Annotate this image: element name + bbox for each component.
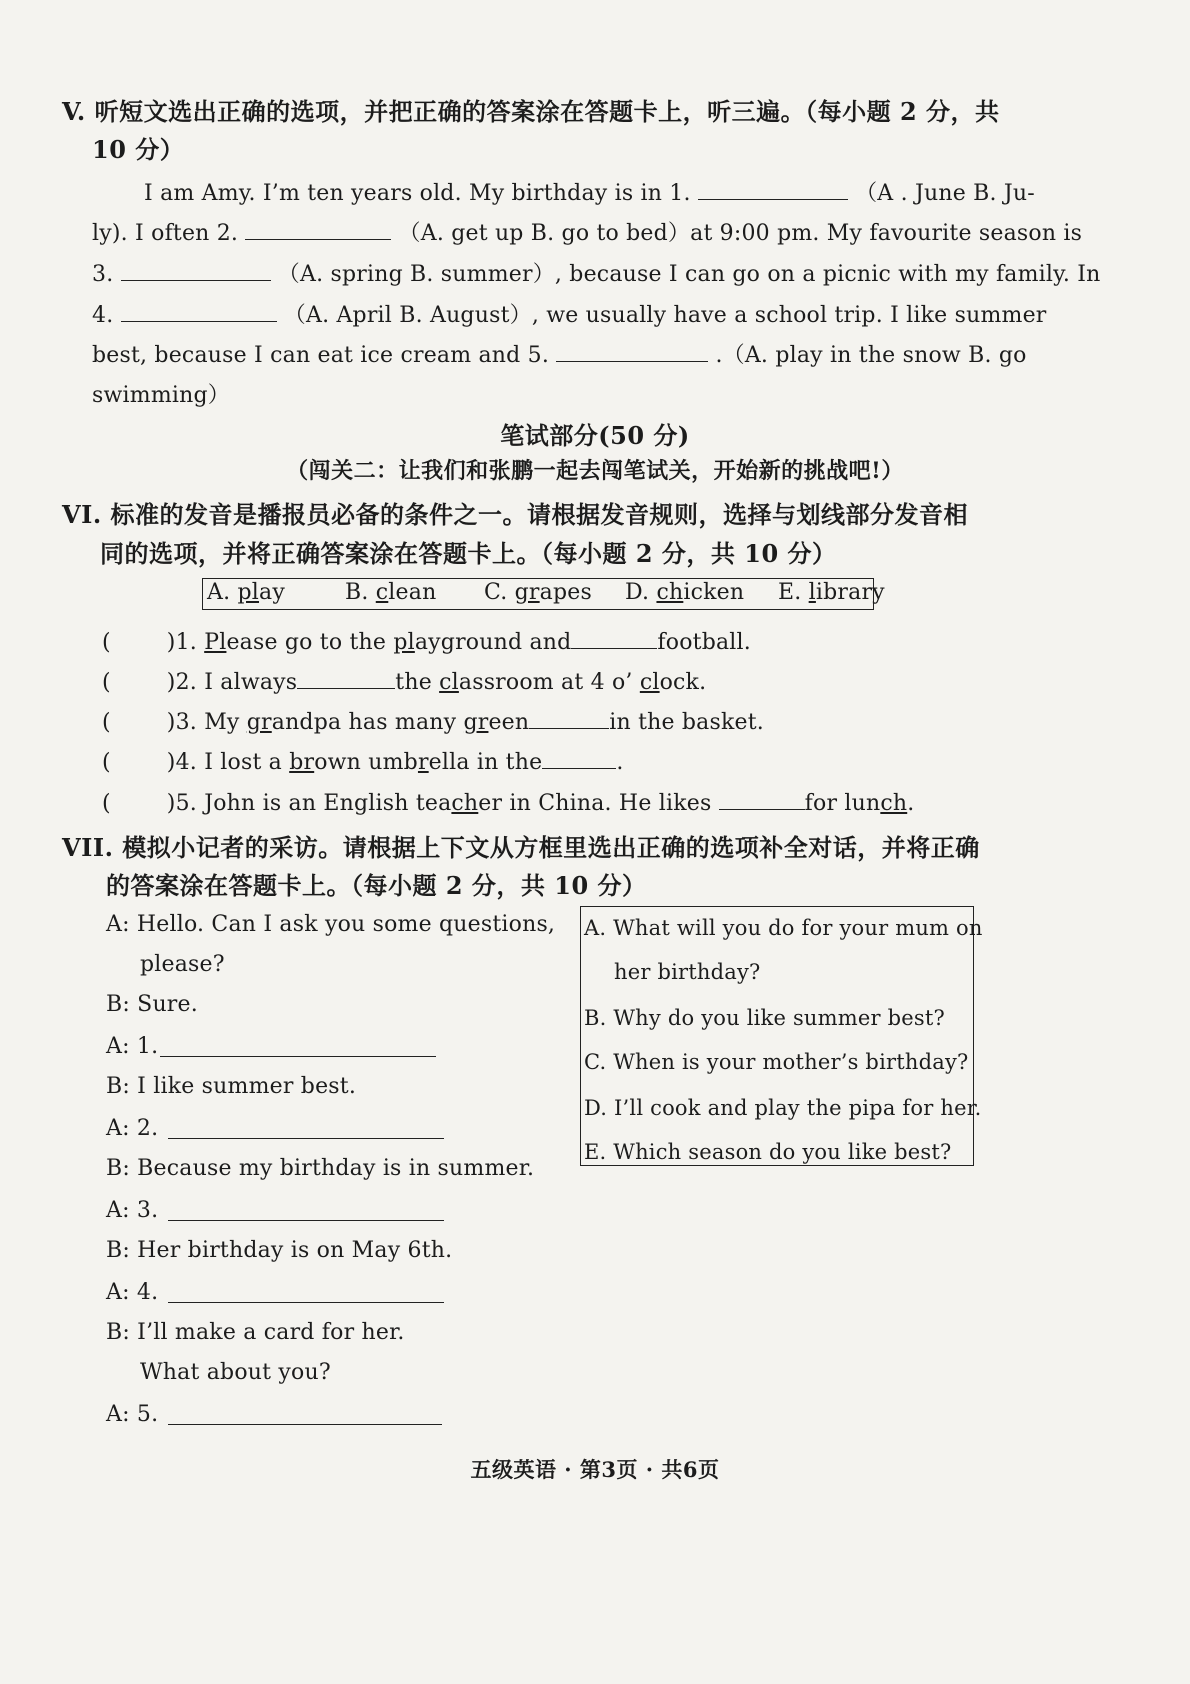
passage-line-1: I am Amy. I’m ten years old. My birthday is in 1. （A . June B. Ju- (144, 181, 1035, 206)
question-6-5: ( )5. John is an English teacher in China. He likes for lunch. (102, 791, 915, 816)
section-5-heading-cont: 10 分） (92, 135, 185, 164)
box-option-a: A. What will you do for your mum on (584, 916, 983, 940)
answer-line-2[interactable] (168, 1138, 444, 1139)
dialogue-line-3: B: Sure. (106, 992, 198, 1017)
dialogue-line-6: A: 2. (106, 1116, 159, 1141)
box-option-e: E. Which season do you like best? (584, 1140, 952, 1164)
blank-2[interactable] (245, 219, 391, 240)
box-option-b: B. Why do you like summer best? (584, 1006, 945, 1030)
blank-4[interactable] (121, 301, 277, 322)
passage-line-3: 3. （A. spring B. summer）, because I can go on a picnic with my family. In (92, 262, 1101, 287)
written-subtitle: （闯关二：让我们和张鹏一起去闯笔试关，开始新的挑战吧!） (286, 458, 904, 484)
passage-line-4: 4. （A. April B. August）, we usually have a school trip. I like summer (92, 303, 1047, 328)
question-6-1: ( )1. Please go to the playground and football. (102, 630, 751, 655)
option-c: C. grapes (484, 580, 592, 605)
dialogue-options-box (580, 906, 974, 1166)
question-6-3: ( )3. My grandpa has many green in the basket. (102, 710, 764, 735)
dialogue-line-13: A: 5. (106, 1402, 159, 1427)
blank-5[interactable] (556, 341, 708, 362)
written-title: 笔试部分(50 分) (500, 421, 690, 450)
dialogue-line-7: B: Because my birthday is in summer. (106, 1156, 535, 1181)
dialogue-line-12: What about you? (140, 1360, 331, 1385)
page-footer: 五级英语 · 第3页 · 共6页 (470, 1457, 720, 1482)
blank[interactable] (719, 789, 805, 810)
answer-line-4[interactable] (168, 1302, 444, 1303)
section-6-heading: VI. 标准的发音是播报员必备的条件之一。请根据发音规则，选择与划线部分发音相 (62, 500, 969, 529)
dialogue-line-11: B: I’ll make a card for her. (106, 1320, 405, 1345)
blank[interactable] (542, 748, 616, 769)
blank[interactable] (529, 708, 609, 729)
dialogue-line-9: B: Her birthday is on May 6th. (106, 1238, 453, 1263)
box-option-d: D. I’ll cook and play the pipa for her. (584, 1096, 982, 1120)
box-option-c: C. When is your mother’s birthday? (584, 1050, 969, 1074)
section-7-heading-cont: 的答案涂在答题卡上。（每小题 2 分，共 10 分） (106, 871, 647, 900)
answer-line-3[interactable] (168, 1220, 444, 1221)
option-b: B. clean (345, 580, 437, 605)
passage-line-5: best, because I can eat ice cream and 5. .（A. play in the snow B. go (92, 343, 1027, 368)
dialogue-line-4: A: 1. (106, 1034, 159, 1059)
section-7-heading: VII. 模拟小记者的采访。请根据上下文从方框里选出正确的选项补全对话，并将正确 (62, 833, 980, 862)
dialogue-line-2: please? (140, 952, 225, 977)
passage-line-6: swimming） (92, 383, 230, 408)
question-6-2: ( )2. I always the classroom at 4 o’ clock. (102, 670, 707, 695)
question-6-4: ( )4. I lost a brown umbrella in the . (102, 750, 624, 775)
option-a: A. play (207, 580, 285, 605)
blank[interactable] (297, 668, 395, 689)
blank-3[interactable] (121, 260, 271, 281)
answer-line-5[interactable] (168, 1424, 442, 1425)
section-5-heading: V. 听短文选出正确的选项，并把正确的答案涂在答题卡上，听三遍。（每小题 2 分，共 (62, 97, 1000, 126)
dialogue-line-8: A: 3. (106, 1198, 159, 1223)
answer-line-1[interactable] (160, 1056, 436, 1057)
dialogue-line-10: A: 4. (106, 1280, 159, 1305)
dialogue-line-1: A: Hello. Can I ask you some questions, (106, 912, 556, 937)
option-e: E. library (778, 580, 885, 605)
box-option-a-cont: her birthday? (614, 960, 761, 984)
dialogue-line-5: B: I like summer best. (106, 1074, 357, 1099)
section-6-heading-cont: 同的选项，并将正确答案涂在答题卡上。（每小题 2 分，共 10 分） (100, 539, 837, 568)
blank-1[interactable] (698, 179, 848, 200)
blank[interactable] (571, 628, 657, 649)
option-d: D. chicken (625, 580, 745, 605)
passage-line-2: ly). I often 2. （A. get up B. go to bed）at 9:00 pm. My favourite season is (92, 221, 1083, 246)
